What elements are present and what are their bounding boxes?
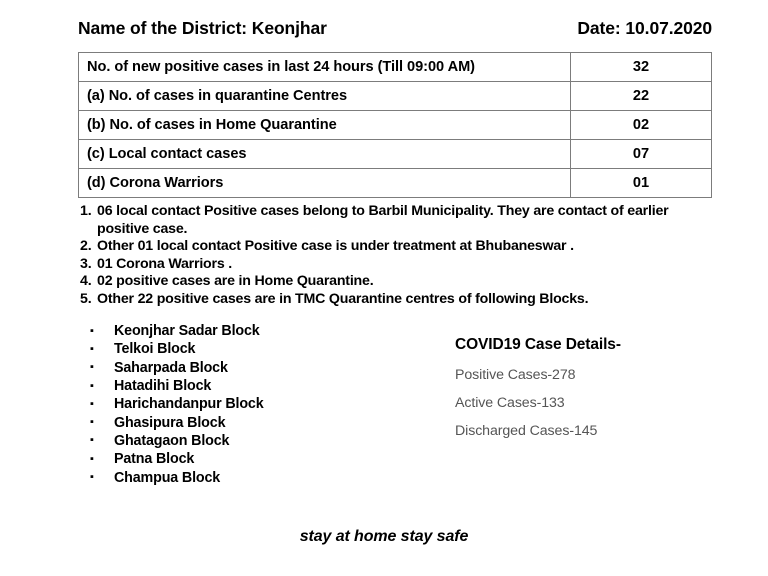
block-name: Keonjhar Sadar Block <box>114 323 260 340</box>
header <box>78 18 712 39</box>
footer-slogan: stay at home stay safe <box>299 528 469 545</box>
block-name: Champua Block <box>114 469 221 486</box>
positive-cases-stat: Positive Cases-278 <box>455 367 576 383</box>
note-number: 2. <box>80 238 92 254</box>
note-number: 3. <box>80 255 92 272</box>
table-row <box>79 53 712 82</box>
blocks-list <box>90 322 420 487</box>
square-bullet-icon: ▪ <box>90 452 94 465</box>
note-item <box>80 238 720 256</box>
report-date: Date: 10.07.2020 <box>577 18 712 38</box>
block-name: Ghasipura Block <box>114 414 226 431</box>
note-number: 1. <box>80 203 92 219</box>
table-row <box>79 169 712 198</box>
block-name: Saharpada Block <box>114 359 228 376</box>
table-body <box>79 53 712 198</box>
row-label: (c) Local contact cases <box>79 140 571 169</box>
list-item <box>90 468 420 486</box>
case-summary-table <box>78 52 712 198</box>
case-details-panel <box>455 336 715 451</box>
row-label: No. of new positive cases in last 24 hours (Till 09:00 AM) <box>79 53 571 82</box>
note-text: 06 local contact Positive cases belong to Barbil Municipality. They are contact of earlier positive case. <box>97 203 669 237</box>
footer <box>0 528 768 546</box>
list-item <box>90 340 420 358</box>
table-row <box>79 140 712 169</box>
row-value: 22 <box>571 82 712 111</box>
notes-list <box>80 203 720 308</box>
note-text: Other 01 local contact Positive case is under treatment at Bhubaneswar . <box>97 238 574 254</box>
page-title: Name of the District: Keonjhar <box>78 18 327 38</box>
square-bullet-icon: ▪ <box>90 324 94 337</box>
note-number: 4. <box>80 273 92 289</box>
discharged-cases-stat: Discharged Cases-145 <box>455 423 598 439</box>
list-item <box>90 322 420 340</box>
square-bullet-icon: ▪ <box>90 361 94 374</box>
note-item <box>80 273 720 291</box>
list-item <box>90 359 420 377</box>
row-label: (d) Corona Warriors <box>79 169 571 198</box>
square-bullet-icon: ▪ <box>90 342 94 355</box>
table-row <box>79 82 712 111</box>
table-row <box>79 111 712 140</box>
note-text: Other 22 positive cases are in TMC Quarantine centres of following Blocks. <box>97 290 589 307</box>
row-label: (b) No. of cases in Home Quarantine <box>79 111 571 140</box>
square-bullet-icon: ▪ <box>90 397 94 410</box>
note-item <box>80 291 720 309</box>
block-name: Patna Block <box>114 451 195 468</box>
note-item <box>80 256 720 274</box>
square-bullet-icon: ▪ <box>90 416 94 429</box>
block-name: Harichandanpur Block <box>114 396 264 413</box>
note-text: 02 positive cases are in Home Quarantine. <box>97 273 374 289</box>
list-item <box>90 395 420 413</box>
list-item <box>90 377 420 395</box>
square-bullet-icon: ▪ <box>90 434 94 447</box>
row-value: 07 <box>571 140 712 169</box>
square-bullet-icon: ▪ <box>90 471 94 484</box>
row-value: 01 <box>571 169 712 198</box>
block-name: Telkoi Block <box>114 341 196 358</box>
block-name: Hatadihi Block <box>114 378 212 395</box>
list-item <box>90 450 420 468</box>
note-text: 01 Corona Warriors . <box>97 255 233 272</box>
row-value: 02 <box>571 111 712 140</box>
list-item <box>90 413 420 431</box>
block-name: Ghatagaon Block <box>114 432 230 449</box>
active-cases-stat: Active Cases-133 <box>455 395 565 411</box>
note-item <box>80 203 720 238</box>
row-value: 32 <box>571 53 712 82</box>
case-details-title: COVID19 Case Details- <box>455 336 621 353</box>
row-label: (a) No. of cases in quarantine Centres <box>79 82 571 111</box>
square-bullet-icon: ▪ <box>90 379 94 392</box>
note-number: 5. <box>80 290 92 307</box>
list-item <box>90 432 420 450</box>
